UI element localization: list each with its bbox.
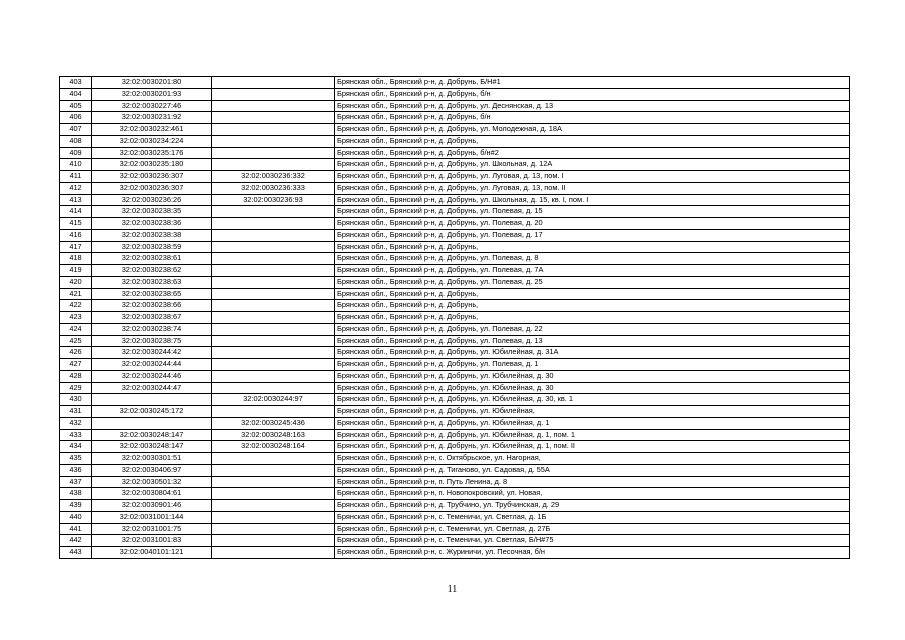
cadastral-number-cell: 32:02:0030248:147 <box>92 429 212 441</box>
related-cadastral-number-cell: 32:02:0030245:436 <box>212 417 335 429</box>
related-cadastral-number-cell: 32:02:0030236:333 <box>212 182 335 194</box>
related-cadastral-number-cell <box>212 135 335 147</box>
cadastral-number-cell: 32:02:0030406:97 <box>92 464 212 476</box>
related-cadastral-number-cell <box>212 476 335 488</box>
table-row <box>60 406 850 418</box>
address-cell: Брянская обл., Брянский р-н, д. Добрунь, ул. Деснянская, д. 13 <box>335 100 850 112</box>
cadastral-number-cell: 32:02:0030238:65 <box>92 288 212 300</box>
row-number-cell: 410 <box>60 159 92 171</box>
table-row <box>60 429 850 441</box>
row-number-cell: 416 <box>60 229 92 241</box>
row-number-cell: 407 <box>60 124 92 136</box>
row-number-cell: 436 <box>60 464 92 476</box>
related-cadastral-number-cell <box>212 323 335 335</box>
row-number-cell: 430 <box>60 394 92 406</box>
related-cadastral-number-cell <box>212 206 335 218</box>
row-number-cell: 420 <box>60 276 92 288</box>
cadastral-number-cell: 32:02:0030238:74 <box>92 323 212 335</box>
table-row <box>60 359 850 371</box>
property-table <box>59 76 850 559</box>
table-row <box>60 88 850 100</box>
address-cell: Брянская обл., Брянский р-н, д. Добрунь, ул. Полевая, д. 17 <box>335 229 850 241</box>
related-cadastral-number-cell <box>212 124 335 136</box>
table-row <box>60 147 850 159</box>
related-cadastral-number-cell <box>212 488 335 500</box>
related-cadastral-number-cell: 32:02:0030244:97 <box>212 394 335 406</box>
table-row <box>60 112 850 124</box>
cadastral-number-cell: 32:02:0030248:147 <box>92 441 212 453</box>
address-cell: Брянская обл., Брянский р-н, д. Добрунь, ул. Луговая, д. 13, пом. I <box>335 171 850 183</box>
row-number-cell: 408 <box>60 135 92 147</box>
row-number-cell: 403 <box>60 77 92 89</box>
table-row <box>60 370 850 382</box>
related-cadastral-number-cell <box>212 453 335 465</box>
table-row <box>60 441 850 453</box>
page-number: 11 <box>447 584 458 595</box>
table-row <box>60 171 850 183</box>
table-row <box>60 206 850 218</box>
row-number-cell: 433 <box>60 429 92 441</box>
cadastral-number-cell: 32:02:0030201:80 <box>92 77 212 89</box>
address-cell: Брянская обл., Брянский р-н, д. Добрунь, ул. Юбилейная, д. 1 <box>335 417 850 429</box>
address-cell: Брянская обл., Брянский р-н, д. Добрунь, ул. Полевая, д. 22 <box>335 323 850 335</box>
cadastral-number-cell: 32:02:0030238:35 <box>92 206 212 218</box>
table-row <box>60 382 850 394</box>
table-row <box>60 135 850 147</box>
cadastral-number-cell: 32:02:0030804:61 <box>92 488 212 500</box>
address-cell: Брянская обл., Брянский р-н, с. Теменичи, ул. Светлая, д. 27Б <box>335 523 850 535</box>
cadastral-number-cell: 32:02:0030238:38 <box>92 229 212 241</box>
related-cadastral-number-cell: 32:02:0030248:164 <box>212 441 335 453</box>
address-cell: Брянская обл., Брянский р-н, д. Трубчино, ул. Трубчинская, д. 29 <box>335 500 850 512</box>
cadastral-number-cell: 32:02:0030236:307 <box>92 171 212 183</box>
related-cadastral-number-cell <box>212 382 335 394</box>
row-number-cell: 415 <box>60 218 92 230</box>
row-number-cell: 409 <box>60 147 92 159</box>
row-number-cell: 443 <box>60 547 92 559</box>
address-cell: Брянская обл., Брянский р-н, д. Добрунь, ул. Полевая, д. 25 <box>335 276 850 288</box>
cadastral-number-cell: 32:02:0030232:461 <box>92 124 212 136</box>
related-cadastral-number-cell <box>212 265 335 277</box>
table-row <box>60 312 850 324</box>
cadastral-number-cell: 32:02:0031001:83 <box>92 535 212 547</box>
address-cell: Брянская обл., Брянский р-н, д. Добрунь, ул. Луговая, д. 13, пом. II <box>335 182 850 194</box>
address-cell: Брянская обл., Брянский р-н, д. Добрунь, ул. Юбилейная, д. 30 <box>335 370 850 382</box>
table-row <box>60 229 850 241</box>
address-cell: Брянская обл., Брянский р-н, с. Теменичи, ул. Светлая, Б/Н#75 <box>335 535 850 547</box>
address-cell: Брянская обл., Брянский р-н, д. Добрунь, <box>335 241 850 253</box>
address-cell: Брянская обл., Брянский р-н, д. Добрунь, ул. Юбилейная, д. 1, пом. II <box>335 441 850 453</box>
table-row <box>60 288 850 300</box>
cadastral-number-cell <box>92 417 212 429</box>
cadastral-number-cell: 32:02:0030201:93 <box>92 88 212 100</box>
address-cell: Брянская обл., Брянский р-н, д. Добрунь, ул. Полевая, д. 1 <box>335 359 850 371</box>
address-cell: Брянская обл., Брянский р-н, д. Добрунь, ул. Юбилейная, д. 30, кв. 1 <box>335 394 850 406</box>
related-cadastral-number-cell <box>212 218 335 230</box>
cadastral-number-cell: 32:02:0030301:51 <box>92 453 212 465</box>
row-number-cell: 418 <box>60 253 92 265</box>
address-cell: Брянская обл., Брянский р-н, д. Добрунь, ул. Полевая, д. 13 <box>335 335 850 347</box>
row-number-cell: 411 <box>60 171 92 183</box>
address-cell: Брянская обл., Брянский р-н, д. Добрунь, <box>335 312 850 324</box>
property-table-container <box>59 76 850 559</box>
table-row <box>60 218 850 230</box>
row-number-cell: 419 <box>60 265 92 277</box>
row-number-cell: 406 <box>60 112 92 124</box>
row-number-cell: 423 <box>60 312 92 324</box>
related-cadastral-number-cell <box>212 370 335 382</box>
cadastral-number-cell: 32:02:0030238:62 <box>92 265 212 277</box>
table-row <box>60 77 850 89</box>
related-cadastral-number-cell <box>212 300 335 312</box>
table-row <box>60 159 850 171</box>
address-cell: Брянская обл., Брянский р-н, д. Добрунь, ул. Юбилейная, д. 30 <box>335 382 850 394</box>
table-row <box>60 488 850 500</box>
cadastral-number-cell: 32:02:0030238:61 <box>92 253 212 265</box>
related-cadastral-number-cell <box>212 288 335 300</box>
address-cell: Брянская обл., Брянский р-н, д. Добрунь, б/н <box>335 88 850 100</box>
table-row <box>60 523 850 535</box>
row-number-cell: 417 <box>60 241 92 253</box>
row-number-cell: 421 <box>60 288 92 300</box>
table-row <box>60 453 850 465</box>
related-cadastral-number-cell <box>212 347 335 359</box>
row-number-cell: 414 <box>60 206 92 218</box>
row-number-cell: 424 <box>60 323 92 335</box>
table-row <box>60 182 850 194</box>
cadastral-number-cell: 32:02:0030238:67 <box>92 312 212 324</box>
cadastral-number-cell: 32:02:0030501:32 <box>92 476 212 488</box>
cadastral-number-cell: 32:02:0030236:26 <box>92 194 212 206</box>
row-number-cell: 413 <box>60 194 92 206</box>
address-cell: Брянская обл., Брянский р-н, д. Добрунь, ул. Полевая, д. 8 <box>335 253 850 265</box>
table-row <box>60 100 850 112</box>
related-cadastral-number-cell <box>212 77 335 89</box>
table-row <box>60 511 850 523</box>
cadastral-number-cell: 32:02:0030238:66 <box>92 300 212 312</box>
address-cell: Брянская обл., Брянский р-н, п. Путь Ленина, д. 8 <box>335 476 850 488</box>
row-number-cell: 440 <box>60 511 92 523</box>
related-cadastral-number-cell <box>212 100 335 112</box>
cadastral-number-cell: 32:02:0030235:176 <box>92 147 212 159</box>
table-row <box>60 417 850 429</box>
related-cadastral-number-cell <box>212 500 335 512</box>
row-number-cell: 405 <box>60 100 92 112</box>
table-row <box>60 323 850 335</box>
cadastral-number-cell: 32:02:0030227:46 <box>92 100 212 112</box>
cadastral-number-cell: 32:02:0040101:121 <box>92 547 212 559</box>
address-cell: Брянская обл., Брянский р-н, д. Добрунь, ул. Полевая, д. 15 <box>335 206 850 218</box>
row-number-cell: 439 <box>60 500 92 512</box>
table-row <box>60 535 850 547</box>
address-cell: Брянская обл., Брянский р-н, д. Добрунь, <box>335 135 850 147</box>
row-number-cell: 432 <box>60 417 92 429</box>
related-cadastral-number-cell: 32:02:0030236:93 <box>212 194 335 206</box>
row-number-cell: 442 <box>60 535 92 547</box>
address-cell: Брянская обл., Брянский р-н, с. Журиничи, ул. Песочная, б/н <box>335 547 850 559</box>
related-cadastral-number-cell <box>212 241 335 253</box>
table-row <box>60 394 850 406</box>
address-cell: Брянская обл., Брянский р-н, д. Добрунь, ул. Школьная, д. 15, кв. I, пом. I <box>335 194 850 206</box>
address-cell: Брянская обл., Брянский р-н, д. Добрунь, <box>335 300 850 312</box>
address-cell: Брянская обл., Брянский р-н, д. Добрунь, ул. Школьная, д. 12А <box>335 159 850 171</box>
cadastral-number-cell: 32:02:0030231:92 <box>92 112 212 124</box>
related-cadastral-number-cell <box>212 253 335 265</box>
related-cadastral-number-cell <box>212 335 335 347</box>
row-number-cell: 435 <box>60 453 92 465</box>
table-row <box>60 241 850 253</box>
address-cell: Брянская обл., Брянский р-н, д. Тиганово, ул. Садовая, д. 55А <box>335 464 850 476</box>
related-cadastral-number-cell <box>212 312 335 324</box>
related-cadastral-number-cell <box>212 359 335 371</box>
related-cadastral-number-cell <box>212 547 335 559</box>
row-number-cell: 437 <box>60 476 92 488</box>
row-number-cell: 427 <box>60 359 92 371</box>
table-row <box>60 300 850 312</box>
address-cell: Брянская обл., Брянский р-н, д. Добрунь, ул. Полевая, д. 7А <box>335 265 850 277</box>
property-table-body <box>60 77 850 559</box>
related-cadastral-number-cell <box>212 276 335 288</box>
table-row <box>60 464 850 476</box>
related-cadastral-number-cell <box>212 229 335 241</box>
table-row <box>60 265 850 277</box>
cadastral-number-cell: 32:02:0030244:44 <box>92 359 212 371</box>
address-cell: Брянская обл., Брянский р-н, с. Теменичи, ул. Светлая, д. 1Б <box>335 511 850 523</box>
table-row <box>60 476 850 488</box>
related-cadastral-number-cell <box>212 523 335 535</box>
address-cell: Брянская обл., Брянский р-н, д. Добрунь, <box>335 288 850 300</box>
cadastral-number-cell: 32:02:0031001:144 <box>92 511 212 523</box>
address-cell: Брянская обл., Брянский р-н, д. Добрунь, ул. Юбилейная, д. 31А <box>335 347 850 359</box>
cadastral-number-cell: 32:02:0030238:63 <box>92 276 212 288</box>
address-cell: Брянская обл., Брянский р-н, д. Добрунь, б/н <box>335 112 850 124</box>
row-number-cell: 438 <box>60 488 92 500</box>
row-number-cell: 429 <box>60 382 92 394</box>
address-cell: Брянская обл., Брянский р-н, д. Добрунь, ул. Юбилейная, д. 1, пом. 1 <box>335 429 850 441</box>
address-cell: Брянская обл., Брянский р-н, д. Добрунь, ул. Молодежная, д. 18А <box>335 124 850 136</box>
table-row <box>60 253 850 265</box>
row-number-cell: 441 <box>60 523 92 535</box>
related-cadastral-number-cell <box>212 147 335 159</box>
row-number-cell: 428 <box>60 370 92 382</box>
row-number-cell: 434 <box>60 441 92 453</box>
address-cell: Брянская обл., Брянский р-н, с. Октябрьское, ул. Нагорная, <box>335 453 850 465</box>
table-row <box>60 124 850 136</box>
cadastral-number-cell: 32:02:0031001:75 <box>92 523 212 535</box>
cadastral-number-cell: 32:02:0030234:224 <box>92 135 212 147</box>
address-cell: Брянская обл., Брянский р-н, д. Добрунь, б/н#2 <box>335 147 850 159</box>
related-cadastral-number-cell <box>212 464 335 476</box>
cadastral-number-cell: 32:02:0030901:46 <box>92 500 212 512</box>
cadastral-number-cell: 32:02:0030235:180 <box>92 159 212 171</box>
address-cell: Брянская обл., Брянский р-н, п. Новопокровский, ул. Новая, <box>335 488 850 500</box>
cadastral-number-cell: 32:02:0030245:172 <box>92 406 212 418</box>
row-number-cell: 404 <box>60 88 92 100</box>
address-cell: Брянская обл., Брянский р-н, д. Добрунь, ул. Юбилейная, <box>335 406 850 418</box>
cadastral-number-cell: 32:02:0030238:59 <box>92 241 212 253</box>
related-cadastral-number-cell <box>212 406 335 418</box>
address-cell: Брянская обл., Брянский р-н, д. Добрунь, ул. Полевая, д. 20 <box>335 218 850 230</box>
row-number-cell: 425 <box>60 335 92 347</box>
row-number-cell: 426 <box>60 347 92 359</box>
table-row <box>60 335 850 347</box>
table-row <box>60 194 850 206</box>
table-row <box>60 276 850 288</box>
cadastral-number-cell: 32:02:0030236:307 <box>92 182 212 194</box>
related-cadastral-number-cell <box>212 112 335 124</box>
related-cadastral-number-cell <box>212 511 335 523</box>
related-cadastral-number-cell: 32:02:0030236:332 <box>212 171 335 183</box>
table-row <box>60 547 850 559</box>
table-row <box>60 500 850 512</box>
cadastral-number-cell: 32:02:0030238:36 <box>92 218 212 230</box>
related-cadastral-number-cell <box>212 88 335 100</box>
cadastral-number-cell: 32:02:0030244:47 <box>92 382 212 394</box>
cadastral-number-cell: 32:02:0030244:42 <box>92 347 212 359</box>
related-cadastral-number-cell <box>212 159 335 171</box>
row-number-cell: 422 <box>60 300 92 312</box>
cadastral-number-cell: 32:02:0030244:46 <box>92 370 212 382</box>
table-row <box>60 347 850 359</box>
address-cell: Брянская обл., Брянский р-н, д. Добрунь, Б/Н#1 <box>335 77 850 89</box>
cadastral-number-cell: 32:02:0030238:75 <box>92 335 212 347</box>
related-cadastral-number-cell: 32:02:0030248:163 <box>212 429 335 441</box>
cadastral-number-cell <box>92 394 212 406</box>
row-number-cell: 412 <box>60 182 92 194</box>
row-number-cell: 431 <box>60 406 92 418</box>
related-cadastral-number-cell <box>212 535 335 547</box>
